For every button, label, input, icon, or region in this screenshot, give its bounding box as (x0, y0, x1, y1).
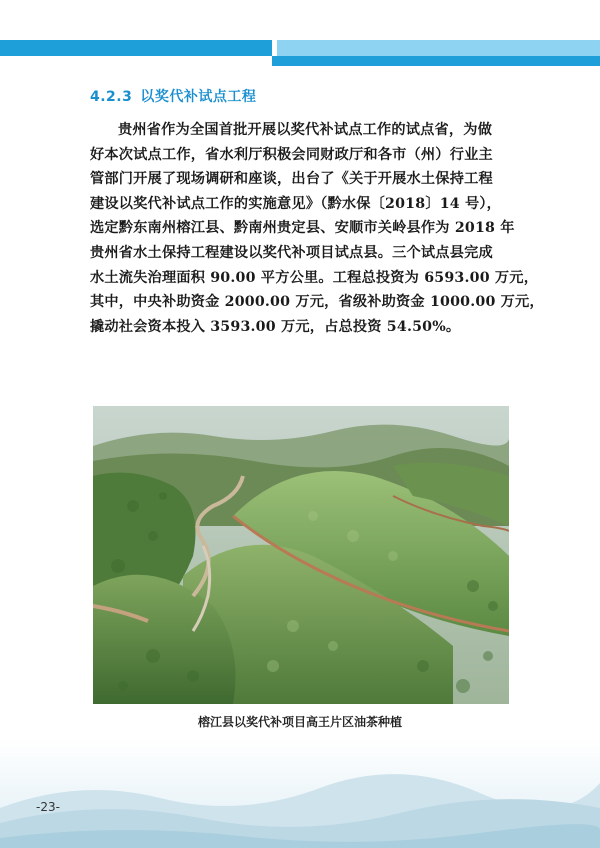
header-band-left (0, 40, 272, 56)
landscape-photo (93, 406, 509, 704)
body-line: 贵州省作为全国首批开展以奖代补试点工作的试点省，为做 (118, 122, 493, 138)
body-line: 选定黔东南州榕江县、黔南州贵定县、安顺市关岭县作为 2018 年 (90, 220, 515, 237)
page-number: -23- (36, 800, 60, 814)
figure-caption: 榕江县以奖代补项目高王片区油茶种植 (197, 715, 402, 729)
section-title: 以奖代补试点工程 (140, 89, 257, 105)
body-line: 贵州省水土保持工程建设以奖代补项目试点县。三个试点县完成 (90, 244, 493, 261)
header-band-right (277, 40, 600, 56)
body-paragraph (90, 118, 544, 339)
body-line: 管部门开展了现场调研和座谈，出台了《关于开展水土保持工程 (90, 171, 493, 188)
section-heading (90, 86, 256, 106)
header-band-lower (272, 56, 600, 66)
body-line: 建设以奖代补试点工作的实施意见》（黔水保〔2018〕14 号）， (90, 195, 502, 212)
footer-mountain-watermark (0, 738, 600, 848)
body-line: 水土流失治理面积 90.00 平方公里。工程总投资为 6593.00 万元， (90, 269, 539, 286)
body-line: 其中，中央补助资金 2000.00 万元，省级补助资金 1000.00 万元， (90, 294, 544, 311)
body-line: 好本次试点工作，省水利厅积极会同财政厅和各市（州）行业主 (90, 146, 493, 163)
body-line: 撬动社会资本投入 3593.00 万元，占总投资 54.50%。 (90, 318, 461, 335)
section-number: 4.2.3 (90, 89, 133, 105)
